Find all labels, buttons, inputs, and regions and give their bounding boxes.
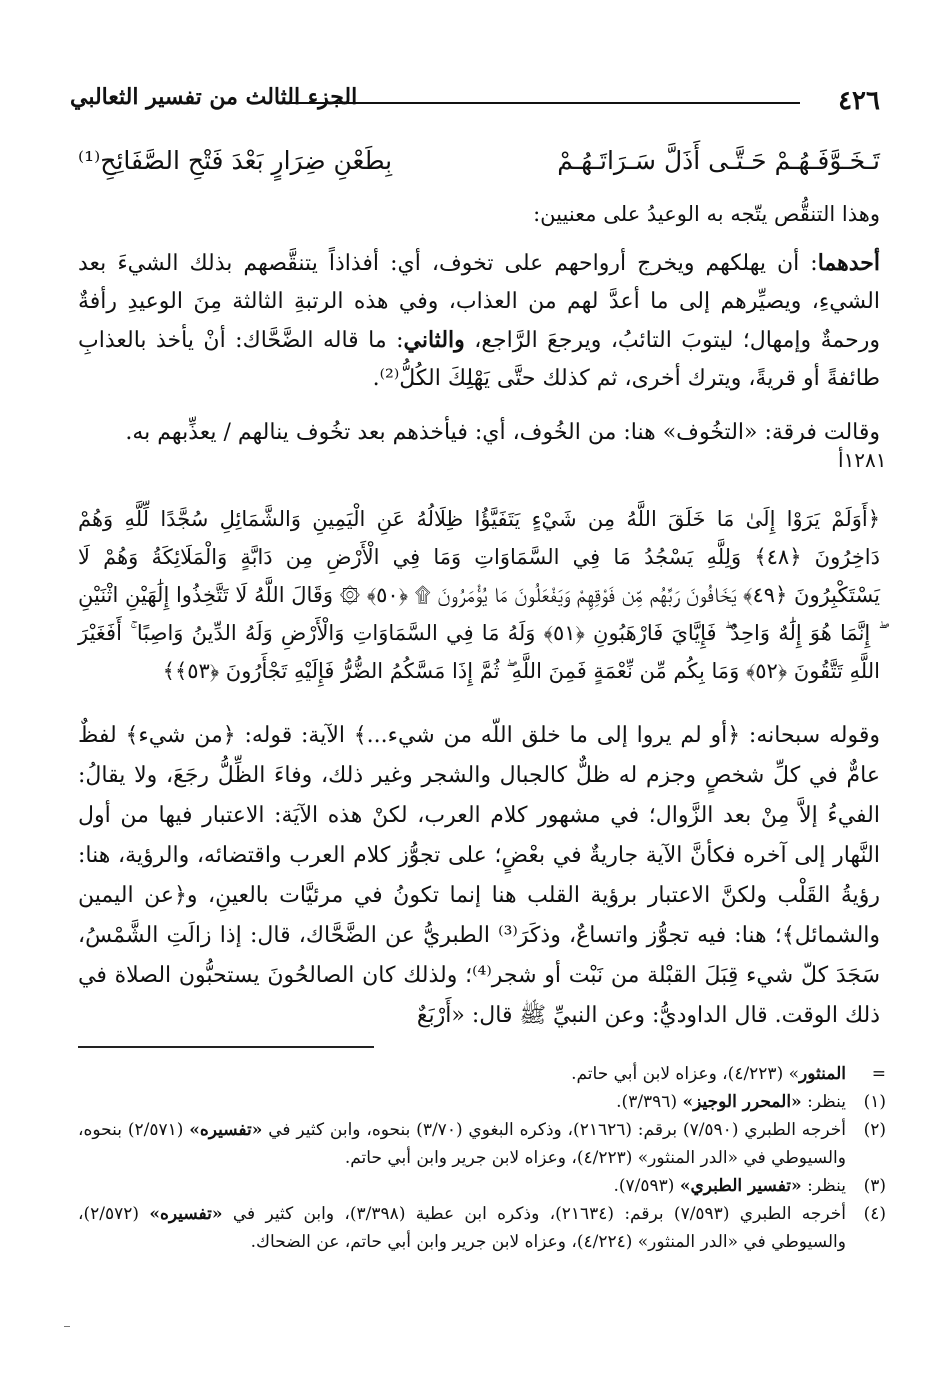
footnote-text: (٣/٣٩٦). [616,1092,683,1112]
footnote-item [78,1060,886,1088]
footnote-number: (١) [863,1092,886,1112]
footnote-number: (٣) [863,1176,886,1196]
paragraph-second: وقالت فرقة: «التخُوف» هنا: من الخُوف، أي: فيأخذهم بعد تخُوف ينالهم / يعذِّبهم به. [125,420,880,445]
footnote-text: (٧/٥٩٣). [613,1176,680,1196]
quran-passage: ﴿أَوَلَمْ يَرَوْا إِلَىٰ مَا خَلَقَ اللَّهُ مِن شَيْءٍ يَتَفَيَّؤُا ظِلَالُهُ عَنِ الْيَمِينِ وَالشَّمَائِلِ سُجَّدًا لِّلَّهِ وَهُمْ دَاخِرُونَ ﴿٤٨﴾ وَلِلَّهِ يَسْجُدُ مَا فِي السَّمَاوَاتِ وَمَا فِي الْأَرْضِ مِن دَابَّةٍ وَالْمَلَائِكَةُ وَهُمْ لَا يَسْتَكْبِرُونَ ﴿٤٩﴾ يَخَافُونَ رَبَّهُم مِّن فَوْقِهِمْ وَيَفْعَلُونَ مَا يُؤْمَرُونَ ۩ ﴿٥٠﴾ ۞ وَقَالَ اللَّهُ لَا تَتَّخِذُوا إِلَٰهَيْنِ اثْنَيْنِ ۖ إِنَّمَا هُوَ إِلَٰهٌ وَاحِدٌ ۖ فَإِيَّايَ فَارْهَبُونِ ﴿٥١﴾ وَلَهُ مَا فِي السَّمَاوَاتِ وَالْأَرْضِ وَلَهُ الدِّينُ وَاصِبًا ۚ أَفَغَيْرَ اللَّهِ تَتَّقُونَ ﴿٥٢﴾ وَمَا بِكُم مِّن نِّعْمَةٍ فَمِنَ اللَّهِ ۖ ثُمَّ إِذَا مَسَّكُمُ الضُّرُّ فَإِلَيْهِ تَجْأَرُونَ ﴿٥٣﴾﴾ [78,507,881,683]
header-rule [285,102,800,104]
footnote-number: (٤) [863,1204,886,1224]
footnote-text: أخرجه الطبري (٧/٥٩٣) برقم: (٢١٦٣٤)، وذكره ابن عطية (٣/٣٩٨)، وابن كثير في [222,1204,846,1224]
footnote-text: ينظر: [801,1092,846,1112]
footnote-item [78,1200,886,1256]
footnote-item [78,1088,886,1116]
poem-verse [78,138,880,190]
footnote-source: «تفسير الطبري» [679,1176,802,1196]
footnote-source: «تفسيره» [149,1204,223,1224]
footnote-item [78,1172,886,1200]
footnote-text: » (٤/٢٢٣)، وعزاه لابن أبي حاتم. [571,1064,800,1084]
page-number: ٤٢٦ [838,86,880,116]
footnote-text: (٢/٥٧١) بنحوه، والسيوطي في «الدر المنثور» (٤/٢٢٣)، وعزاه لابن جرير وابن أبي حاتم. [78,1120,846,1168]
book-title: الجزء الثالث من تفسير الثعالبي [70,84,358,110]
scan-mark [64,1326,70,1327]
footnotes [78,1060,886,1256]
footnote-source: المنثور [799,1064,846,1084]
poem-hemistich-first: تَـخَـوَّفَـهُـمْ حَـتَّـى أَذَلَّ سَـرَاتَـهُـمْ [557,146,880,175]
paragraph-first-meaning [78,244,880,398]
footnote-source: «تفسيره» [189,1120,263,1140]
footnote-number: (٢) [863,1120,886,1140]
footnote-number: = [871,1064,886,1084]
margin-manuscript-reference: ١٢٨١أ [838,448,887,472]
paragraph-commentary: وقوله سبحانه: ﴿أو لم يروا إلى ما خلق اللّه من شيء...﴾ الآية: قوله: ﴿من شيء﴾ لفظٌ عامٌّ في كلِّ شخصٍ وجزم له ظلٌّ كالجبال والشجر وغير ذلك، وفاءَ الظِّلُّ رجَعَ، ولا يقالُ: الفيءُ إلاَّ مِنْ بعد الزَّوال؛ في مشهور كلام العرب، لكنْ هذه الآيَة: الاعتبار فيها من أول النَّهار إلى آخره فكأنَّ الآية جاريةٌ في بعْضٍ؛ على تجوُّز كلام العرب واقتضائه، والرؤية، هنا: رؤيةُ القَلْب ولكنَّ الاعتبار برؤية القلب هنا إنما تكونُ في مرئيَّات بالعينِ، و﴿عن اليمين والشمائل﴾؛ هنا: فيه تجوُّز واتساعٌ، وذكَرَ⁽³⁾ الطبريُّ عن الضَّحَّاك، قال: إذا زالَتِ الشَّمْسُ، سَجَدَ كلّ شيء قِبَلَ القبْلة من نَبْت أو شجر⁽⁴⁾؛ ولذلك كان الصالحُونَ يستحبُّون الصلاة في ذلك الوقت. قال الداوديُّ: وعن النبيِّ ﷺ قال: «أَرْبَعٌ [78,723,881,1028]
footnote-text: (٢/٥٧٢)، والسيوطي في «الدر المنثور» (٤/٢٢٤)، وعزاه لابن جرير وابن أبي حاتم، عن الضحاك. [78,1204,846,1252]
footnote-text: أخرجه الطبري (٧/٥٩٠) برقم: (٢١٦٢٦)، وذكره البغوي (٣/٧٠) بنحوه، وابن كثير في [262,1120,847,1140]
poem-hemistich-second: بِطَعْنِ ضِرَارٍ بَعْدَ فَتْحِ الصَّفَائِحِ⁽¹⁾ [78,146,393,175]
footnote-item [78,1116,886,1172]
footnote-source: «المحرر الوجيز» [682,1092,802,1112]
paragraph-text: : أن يهلكهم ويخرج أرواحهم على تخوف، أي: أفذاذاً يتنقَّصهم بذلك الشيءَ بعد الشيءِ، ويصيِّرهم إلى ما أعدَّ لهم من العذاب، وفي هذه الرتبةِ الثالثة مِنَ الوعيدِ رأفةٌ ورحمةٌ وإمهال؛ ليتوبَ التائبُ، ويرجعَ الرَّاجع، [78,251,880,353]
running-header [70,78,880,128]
intro-line: وهذا التنقُّص يتّجه به الوعيدُ على معنيين: [533,202,880,226]
footnote-text: ينظر: [801,1176,846,1196]
footnote-separator [78,1046,374,1048]
paragraph-text: : ما قاله الضَّحَّاك: أنْ يأخذ بالعذابِ طائفةً أو قريةً، ويترك أخرى، ثم كذلك حتَّى يَهْلِكَ الكُلُّ⁽²⁾. [78,328,880,391]
paragraph-lead-second: والثاني [403,327,465,353]
paragraph-lead-first: أحدهما [817,250,880,276]
